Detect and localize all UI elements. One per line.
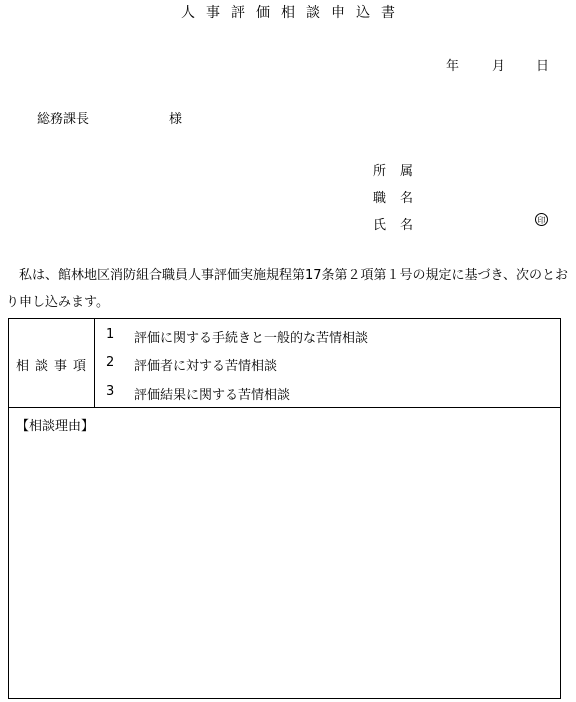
date-year-label: 年 xyxy=(446,59,460,74)
applicant-job-title-label: 職名 xyxy=(373,191,428,206)
applicant-name-label: 氏名 xyxy=(373,218,428,233)
addressee-honorific: 様 xyxy=(169,112,183,127)
consultation-items-label: 相談事項 xyxy=(15,359,92,374)
option-number: 2 xyxy=(106,355,115,370)
option-number: 3 xyxy=(106,384,115,399)
option-text: 評価者に対する苦情相談 xyxy=(134,359,278,374)
table-row-divider xyxy=(8,407,561,408)
date-day-label: 日 xyxy=(536,59,550,74)
form-title: 人事評価相談申込書 xyxy=(181,5,406,21)
option-text: 評価に関する手続きと一般的な苦情相談 xyxy=(134,331,369,346)
addressee-name: 総務課長 xyxy=(37,112,90,127)
applicant-affiliation-label: 所属 xyxy=(373,164,428,179)
table-column-divider xyxy=(94,318,95,408)
option-number: 1 xyxy=(106,327,115,342)
date-month-label: 月 xyxy=(492,59,506,74)
consultation-reason-label: 【相談理由】 xyxy=(16,419,95,434)
application-statement: 私は、館林地区消防組合職員人事評価実施規程第17条第２項第１号の規定に基づき、次のとおり申し込みます。 xyxy=(6,268,569,310)
form-table xyxy=(8,318,561,699)
seal-icon: 印 xyxy=(535,213,548,226)
option-text: 評価結果に関する苦情相談 xyxy=(134,388,291,403)
